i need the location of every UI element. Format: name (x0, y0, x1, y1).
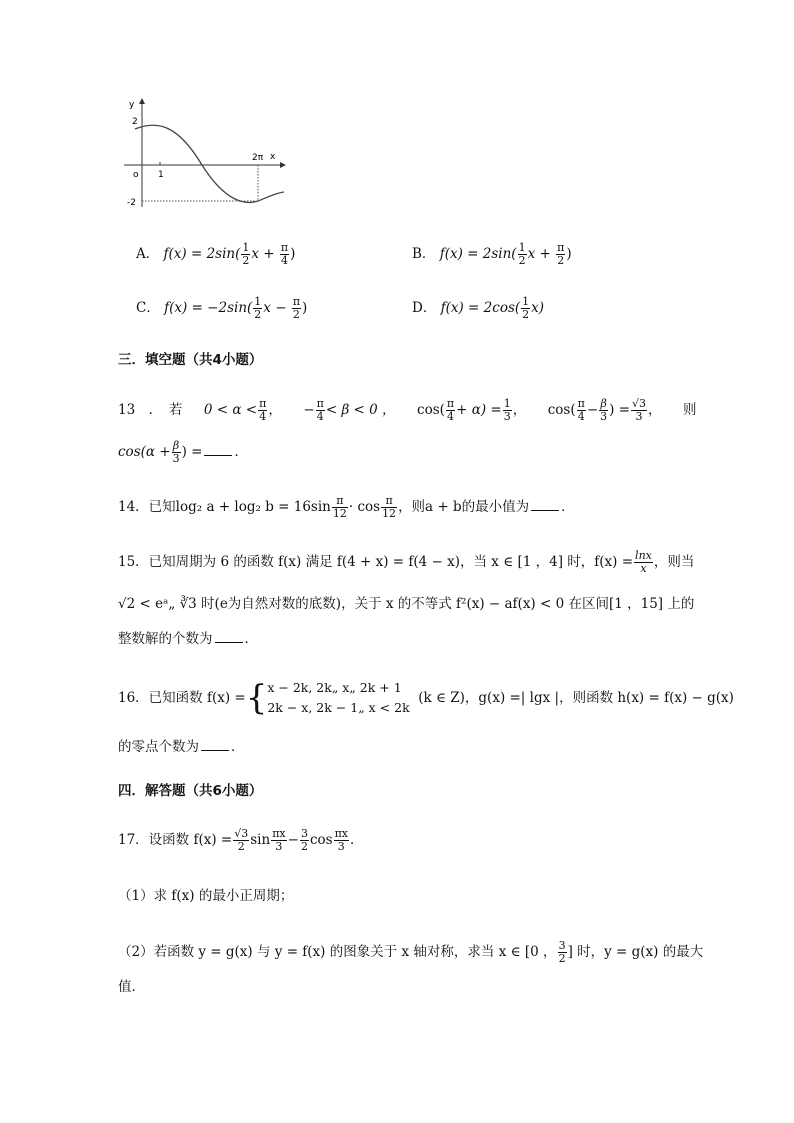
answer-blank[interactable] (204, 443, 232, 456)
section-3-title: 三．填空题（共4小题） (118, 352, 263, 368)
fraction: $\frac{1}{2}$ (254, 295, 262, 321)
y-axis-arrow (139, 98, 145, 104)
question-17-part-2-line-2: 值． (118, 979, 145, 995)
x-axis-arrow (280, 162, 286, 168)
question-17-part-2-line-1: （2）若函数 y = g(x) 与 y = f(x) 的图象关于 x 轴对称，求当 x ∈ [0 ， $\frac{3}{2}$ ] 时，y = g(x) 的最大 (118, 939, 704, 965)
fraction: $\frac{\pi}{2}$ (557, 241, 565, 267)
question-13-line-2: cos(α + $\frac{\beta}{3}$ ) = ． (118, 439, 248, 465)
section-4-title: 四．解答题（共6小题） (118, 783, 263, 799)
answer-blank[interactable] (531, 498, 559, 511)
question-13-line-1: 13 ． 若 0 < α < $\frac{\pi}{4}$ ， − $\frac{\pi}{4}$ < β < 0 ， cos( $\frac{\pi}{4}$ + α) = $\frac{1}{3}$ ， cos( $\frac{\pi}{4}$ − $\frac{\beta}{3}$ ) = $\frac{√3}{3}$ ， 则 (118, 397, 697, 423)
tick-y-top-label: 2 (132, 117, 138, 127)
fraction: $\frac{1}{2}$ (242, 241, 250, 267)
piecewise-cases: x − 2k, 2k„ x„ 2k + 1 2k − x, 2k − 1„ x < 2k (267, 680, 410, 715)
question-16-line-2: 的零点个数为 ． (118, 739, 245, 755)
x-axis-label: x (270, 152, 276, 162)
question-15-line-3: 整数解的个数为 ． (118, 631, 258, 647)
option-c[interactable]: C． f(x) = −2sin( $\frac{1}{2}$ x − $\frac{\pi}{2}$ ) (136, 295, 308, 321)
function-graph (118, 95, 293, 220)
fraction: $\frac{\pi}{2}$ (292, 295, 301, 321)
fraction: $\frac{1}{2}$ (518, 241, 526, 267)
tick-1-label: 1 (158, 170, 164, 180)
tick-y-bottom-label: -2 (127, 198, 136, 208)
curve (135, 125, 284, 202)
question-17-part-1: （1）求 f(x) 的最小正周期； (118, 888, 294, 904)
option-a[interactable]: A． f(x) = 2sin( $\frac{1}{2}$ x + $\frac{\pi}{4}$ ) (136, 241, 296, 267)
question-15-line-1: 15．已知周期为 6 的函数 f(x) 满足 f(4 + x) = f(4 − x)，当 x ∈ [1 ，4] 时，f(x) = $\frac{\ln x}{x}$ ，则当 (118, 549, 695, 575)
brace: { (245, 678, 268, 718)
tick-2pi-label: 2π (252, 153, 264, 163)
option-d[interactable]: D． f(x) = 2cos( $\frac{1}{2}$ x) (412, 295, 545, 321)
fraction: $\frac{\pi}{4}$ (280, 241, 289, 267)
origin-label: o (133, 170, 139, 180)
question-16-line-1: 16．已知函数 f(x) ={ x − 2k, 2k„ x„ 2k + 1 2k − x, 2k − 1„ x < 2k (k ∈ Z)，g(x) =| lgx |，则函数 h(x) = f(x) − g(x) (118, 678, 734, 718)
answer-blank[interactable] (201, 738, 229, 751)
question-15-line-2: √2 < eᵃ„ ∛3 时(e为自然对数的底数)，关于 x 的不等式 f²(x) − af(x) < 0 在区间[1 ，15] 上的 (118, 596, 695, 612)
y-axis-label: y (129, 100, 135, 110)
question-14: 14．已知log₂ a + log₂ b = 16sin $\frac{\pi}{12}$ · cos $\frac{\pi}{12}$ ，则a + b的最小值为 ． (118, 494, 575, 520)
question-17: 17．设函数 f(x) = $\frac{√3}{2}$ sin $\frac{\pi x}{3}$ − $\frac{3}{2}$ cos $\frac{\pi x}{3}$ ． (118, 827, 364, 853)
option-b[interactable]: B． f(x) = 2sin( $\frac{1}{2}$ x + $\frac{\pi}{2}$ ) (412, 241, 572, 267)
answer-blank[interactable] (215, 630, 243, 643)
fraction: $\frac{1}{2}$ (522, 295, 530, 321)
